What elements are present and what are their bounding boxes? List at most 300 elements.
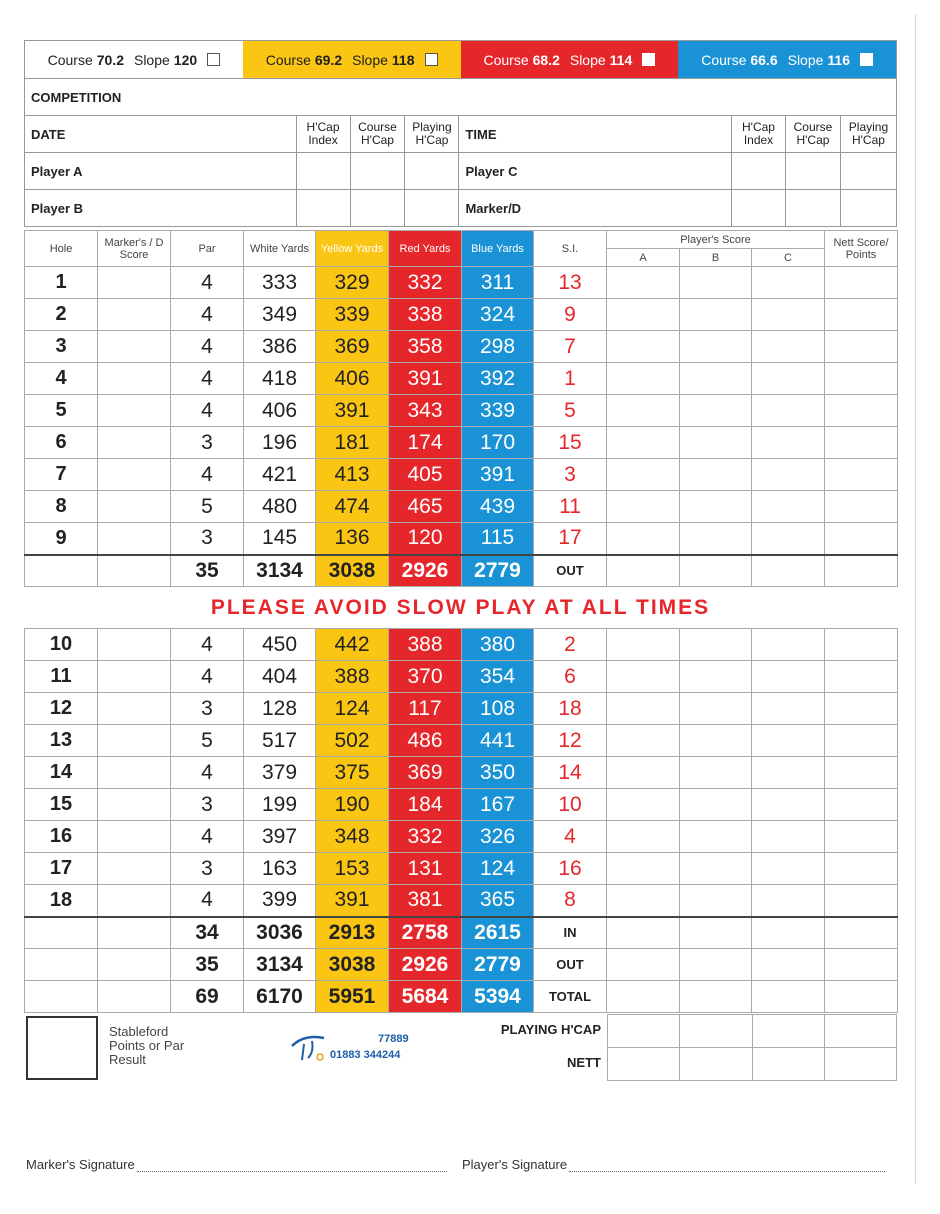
- player-a-score-cell[interactable]: [607, 757, 680, 789]
- slope-rating: 120: [173, 51, 198, 68]
- player-b-label: Player B: [31, 200, 84, 216]
- blue-yards-value: 311: [462, 267, 534, 299]
- tee-yellow-checkbox[interactable]: [425, 53, 438, 66]
- nett-score-cell[interactable]: [825, 459, 898, 491]
- marker-score-cell[interactable]: [98, 693, 171, 725]
- player-b-score-cell[interactable]: [680, 267, 752, 299]
- blue-yards-value: 392: [462, 363, 534, 395]
- stroke-index-value: 18: [534, 693, 607, 725]
- player-a-score-cell[interactable]: [607, 331, 680, 363]
- marker-signature-label: Marker's Signature: [26, 1157, 135, 1172]
- yellow-yards-value: 502: [316, 725, 389, 757]
- white-yards-value: 196: [244, 427, 316, 459]
- hole-row: [25, 853, 898, 885]
- red-yards-value: 405: [389, 459, 462, 491]
- white-yards-value: 397: [244, 821, 316, 853]
- player-c-score-cell[interactable]: [752, 395, 825, 427]
- total-white-yards: 3134: [244, 949, 316, 981]
- marker-score-cell[interactable]: [98, 821, 171, 853]
- player-a-header: A: [607, 249, 680, 267]
- player-b-score-cell[interactable]: [680, 629, 752, 661]
- nett-score-cell[interactable]: [825, 299, 898, 331]
- marker-playing-hcap[interactable]: [840, 190, 896, 227]
- logo-phone: 01883 344244: [330, 1049, 401, 1061]
- player-a-score-cell[interactable]: [607, 459, 680, 491]
- course-label: Course: [265, 51, 311, 68]
- yellow-yards-value: 375: [316, 757, 389, 789]
- course-hcap-header: Course H'Cap: [785, 116, 840, 153]
- tee-red-checkbox[interactable]: [642, 53, 655, 66]
- hole-number: 1: [25, 267, 98, 299]
- par-value: 3: [171, 427, 244, 459]
- white-yards-value: 450: [244, 629, 316, 661]
- player-b-score-cell[interactable]: [680, 661, 752, 693]
- player-c-score-cell[interactable]: [752, 789, 825, 821]
- total-white-yards: 6170: [244, 981, 316, 1013]
- nett-b[interactable]: [680, 1048, 752, 1081]
- total-nett-cell[interactable]: [825, 981, 898, 1013]
- yellow-yards-value: 388: [316, 661, 389, 693]
- hole-number: 4: [25, 363, 98, 395]
- player-a-course-hcap[interactable]: [350, 153, 405, 190]
- hole-number: 3: [25, 331, 98, 363]
- stroke-index-value: 12: [534, 725, 607, 757]
- hole-number: 17: [25, 853, 98, 885]
- par-value: 4: [171, 395, 244, 427]
- marker-score-cell[interactable]: [98, 363, 171, 395]
- stroke-index-value: 7: [534, 331, 607, 363]
- nett-score-cell[interactable]: [825, 789, 898, 821]
- slope-label: Slope: [569, 51, 606, 68]
- hole-row: [25, 661, 898, 693]
- par-value: 4: [171, 459, 244, 491]
- player-c-score-cell[interactable]: [752, 821, 825, 853]
- nett-score-cell[interactable]: [825, 629, 898, 661]
- total-blue-yards: 2779: [462, 949, 534, 981]
- total-player-c-cell[interactable]: [752, 917, 825, 949]
- total-blue-yards: 5394: [462, 981, 534, 1013]
- stroke-index-value: 9: [534, 299, 607, 331]
- yellow-yards-value: 124: [316, 693, 389, 725]
- player-c-field[interactable]: [459, 153, 732, 190]
- yellow-yards-value: 474: [316, 491, 389, 523]
- yellow-yards-value: 413: [316, 459, 389, 491]
- white-yards-value: 399: [244, 885, 316, 917]
- hole-row: [25, 757, 898, 789]
- total-blank-cell: [25, 917, 98, 949]
- par-value: 3: [171, 789, 244, 821]
- hole-row: [25, 789, 898, 821]
- hole-row: [25, 427, 898, 459]
- player-a-label: Player A: [31, 163, 83, 179]
- nett-label: NETT: [567, 1055, 601, 1070]
- marker-score-cell[interactable]: [98, 725, 171, 757]
- player-a-score-cell[interactable]: [607, 661, 680, 693]
- red-yards-value: 388: [389, 629, 462, 661]
- player-b-score-cell[interactable]: [680, 789, 752, 821]
- marker-score-cell[interactable]: [98, 491, 171, 523]
- marker-label: Marker/D: [465, 200, 522, 216]
- blue-yards-value: 441: [462, 725, 534, 757]
- nett-score-cell[interactable]: [825, 523, 898, 555]
- par-value: 3: [171, 693, 244, 725]
- yellow-yards-value: 442: [316, 629, 389, 661]
- hole-row: [25, 459, 898, 491]
- playing-hcap-grid: [607, 1014, 897, 1081]
- marker-score-cell[interactable]: [98, 427, 171, 459]
- player-b-score-cell[interactable]: [680, 299, 752, 331]
- total-yellow-yards: 5951: [316, 981, 389, 1013]
- total-par: 34: [171, 917, 244, 949]
- marker-hcap-index[interactable]: [732, 190, 786, 227]
- hcap-index-header: H'Cap Index: [732, 116, 786, 153]
- total-red-yards: 2926: [389, 949, 462, 981]
- player-c-playing-hcap[interactable]: [840, 153, 896, 190]
- nett-c[interactable]: [752, 1048, 824, 1081]
- yellow-yards-value: 348: [316, 821, 389, 853]
- marker-score-cell[interactable]: [98, 853, 171, 885]
- player-c-score-cell[interactable]: [752, 331, 825, 363]
- total-player-b-cell[interactable]: [680, 949, 752, 981]
- player-b-score-cell[interactable]: [680, 725, 752, 757]
- red-yards-value: 332: [389, 267, 462, 299]
- player-a-score-cell[interactable]: [607, 885, 680, 917]
- stroke-index-value: 15: [534, 427, 607, 459]
- player-c-score-cell[interactable]: [752, 757, 825, 789]
- par-header: Par: [171, 231, 244, 267]
- total-blue-yards: 2615: [462, 917, 534, 949]
- par-value: 4: [171, 299, 244, 331]
- player-c-header: C: [752, 249, 825, 267]
- nett-score-cell[interactable]: [825, 693, 898, 725]
- blue-yards-value: 365: [462, 885, 534, 917]
- stroke-index-value: 6: [534, 661, 607, 693]
- player-b-score-cell[interactable]: [680, 757, 752, 789]
- course-label: Course: [701, 51, 747, 68]
- yellow-yards-header: Yellow Yards: [316, 231, 389, 267]
- yellow-yards-value: 339: [316, 299, 389, 331]
- marker-score-cell[interactable]: [98, 661, 171, 693]
- stroke-index-value: 2: [534, 629, 607, 661]
- red-yards-value: 120: [389, 523, 462, 555]
- player-a-score-cell[interactable]: [607, 363, 680, 395]
- tee-white: [25, 41, 243, 78]
- total-player-a-cell[interactable]: [607, 981, 680, 1013]
- player-b-score-cell[interactable]: [680, 523, 752, 555]
- nett-score-cell[interactable]: [825, 821, 898, 853]
- blue-yards-value: 324: [462, 299, 534, 331]
- total-player-a-cell[interactable]: [607, 917, 680, 949]
- blue-yards-value: 326: [462, 821, 534, 853]
- marker-course-hcap[interactable]: [785, 190, 840, 227]
- tee-white-checkbox[interactable]: [207, 53, 220, 66]
- red-yards-value: 174: [389, 427, 462, 459]
- player-b-course-hcap[interactable]: [350, 190, 405, 227]
- date-label: DATE: [31, 126, 66, 142]
- total-label: OUT: [534, 555, 607, 587]
- player-a-score-cell[interactable]: [607, 267, 680, 299]
- nett-score-cell[interactable]: [825, 267, 898, 299]
- blue-yards-value: 350: [462, 757, 534, 789]
- total-white-yards: 3134: [244, 555, 316, 587]
- stroke-index-value: 13: [534, 267, 607, 299]
- total-row: [25, 949, 898, 981]
- nett-score-cell[interactable]: [825, 363, 898, 395]
- total-player-a-cell[interactable]: [607, 949, 680, 981]
- player-c-score-cell[interactable]: [752, 629, 825, 661]
- yellow-yards-value: 190: [316, 789, 389, 821]
- blue-yards-header: Blue Yards: [462, 231, 534, 267]
- playing-hcap-b[interactable]: [680, 1015, 752, 1048]
- playing-hcap-header: Playing H'Cap: [840, 116, 896, 153]
- white-yards-value: 517: [244, 725, 316, 757]
- player-c-score-cell[interactable]: [752, 661, 825, 693]
- blue-yards-value: 115: [462, 523, 534, 555]
- column-header-row: [25, 231, 898, 249]
- white-yards-value: 480: [244, 491, 316, 523]
- total-row: [25, 555, 898, 587]
- tee-blue: [678, 41, 896, 78]
- yellow-yards-value: 136: [316, 523, 389, 555]
- marker-score-cell[interactable]: [98, 885, 171, 917]
- player-a-score-cell[interactable]: [607, 629, 680, 661]
- hole-number: 16: [25, 821, 98, 853]
- player-a-score-cell[interactable]: [607, 725, 680, 757]
- marker-score-cell[interactable]: [98, 299, 171, 331]
- time-field[interactable]: [459, 116, 732, 153]
- total-marker-cell[interactable]: [98, 555, 171, 587]
- total-player-c-cell[interactable]: [752, 949, 825, 981]
- player-a-hcap-index[interactable]: [296, 153, 350, 190]
- competition-field[interactable]: [25, 79, 897, 116]
- player-a-score-cell[interactable]: [607, 523, 680, 555]
- total-player-a-cell[interactable]: [607, 555, 680, 587]
- course-label: Course: [483, 51, 529, 68]
- player-b-score-cell[interactable]: [680, 395, 752, 427]
- nett-score-cell[interactable]: [825, 395, 898, 427]
- nett-d[interactable]: [824, 1048, 896, 1081]
- player-a-playing-hcap[interactable]: [405, 153, 459, 190]
- red-yards-value: 486: [389, 725, 462, 757]
- yellow-yards-value: 153: [316, 853, 389, 885]
- back-nine-grid: [24, 628, 898, 1013]
- hole-number: 14: [25, 757, 98, 789]
- tee-banner: [24, 40, 897, 78]
- playing-hcap-c[interactable]: [752, 1015, 824, 1048]
- marker-score-cell[interactable]: [98, 267, 171, 299]
- total-red-yards: 2926: [389, 555, 462, 587]
- hole-row: [25, 363, 898, 395]
- total-yellow-yards: 3038: [316, 949, 389, 981]
- white-yards-value: 145: [244, 523, 316, 555]
- player-c-score-cell[interactable]: [752, 427, 825, 459]
- playing-hcap-a[interactable]: [608, 1015, 680, 1048]
- total-nett-cell[interactable]: [825, 917, 898, 949]
- par-value: 4: [171, 661, 244, 693]
- player-a-score-cell[interactable]: [607, 853, 680, 885]
- nett-score-cell[interactable]: [825, 491, 898, 523]
- nett-header: Nett Score/ Points: [825, 231, 898, 267]
- white-yards-value: 379: [244, 757, 316, 789]
- blue-yards-value: 298: [462, 331, 534, 363]
- nett-score-cell[interactable]: [825, 427, 898, 459]
- player-a-score-cell[interactable]: [607, 427, 680, 459]
- player-b-score-cell[interactable]: [680, 821, 752, 853]
- course-hcap-header: Course H'Cap: [350, 116, 405, 153]
- total-player-c-cell[interactable]: [752, 981, 825, 1013]
- total-nett-cell[interactable]: [825, 949, 898, 981]
- nett-score-cell[interactable]: [825, 885, 898, 917]
- par-value: 4: [171, 363, 244, 395]
- marker-score-cell[interactable]: [98, 331, 171, 363]
- player-c-hcap-index[interactable]: [732, 153, 786, 190]
- total-nett-cell[interactable]: [825, 555, 898, 587]
- player-b-score-cell[interactable]: [680, 491, 752, 523]
- white-yards-value: 421: [244, 459, 316, 491]
- red-yards-value: 370: [389, 661, 462, 693]
- par-value: 3: [171, 523, 244, 555]
- marker-signature[interactable]: [26, 1157, 447, 1172]
- player-a-score-cell[interactable]: [607, 693, 680, 725]
- stableford-label: Stableford Points or Par Result: [109, 1024, 185, 1067]
- hole-number: 6: [25, 427, 98, 459]
- total-par: 35: [171, 555, 244, 587]
- nett-score-cell[interactable]: [825, 725, 898, 757]
- nett-score-cell[interactable]: [825, 331, 898, 363]
- white-yards-value: 406: [244, 395, 316, 427]
- hole-number: 2: [25, 299, 98, 331]
- player-a-score-cell[interactable]: [607, 821, 680, 853]
- player-c-score-cell[interactable]: [752, 725, 825, 757]
- slope-rating: 118: [391, 51, 415, 68]
- player-b-field[interactable]: [25, 190, 297, 227]
- player-c-score-cell[interactable]: [752, 267, 825, 299]
- total-marker-cell[interactable]: [98, 917, 171, 949]
- header-form: [24, 78, 897, 227]
- marker-score-cell[interactable]: [98, 789, 171, 821]
- player-a-score-cell[interactable]: [607, 299, 680, 331]
- red-yards-value: 338: [389, 299, 462, 331]
- course-rating: 66.6: [750, 51, 778, 68]
- course-rating: 70.2: [96, 51, 124, 68]
- player-c-course-hcap[interactable]: [785, 153, 840, 190]
- player-c-score-cell[interactable]: [752, 693, 825, 725]
- player-c-score-cell[interactable]: [752, 363, 825, 395]
- stroke-index-value: 3: [534, 459, 607, 491]
- marker-score-cell[interactable]: [98, 523, 171, 555]
- hole-row: [25, 885, 898, 917]
- total-player-b-cell[interactable]: [680, 981, 752, 1013]
- total-player-c-cell[interactable]: [752, 555, 825, 587]
- player-a-score-cell[interactable]: [607, 491, 680, 523]
- stroke-index-value: 16: [534, 853, 607, 885]
- yellow-yards-value: 181: [316, 427, 389, 459]
- white-yards-value: 199: [244, 789, 316, 821]
- yellow-yards-value: 391: [316, 885, 389, 917]
- player-c-score-cell[interactable]: [752, 459, 825, 491]
- nett-score-cell[interactable]: [825, 757, 898, 789]
- red-yards-value: 343: [389, 395, 462, 427]
- player-b-playing-hcap[interactable]: [405, 190, 459, 227]
- marker-score-cell[interactable]: [98, 459, 171, 491]
- tee-blue-checkbox[interactable]: [860, 53, 873, 66]
- stroke-index-value: 10: [534, 789, 607, 821]
- player-a-score-cell[interactable]: [607, 789, 680, 821]
- white-yards-value: 333: [244, 267, 316, 299]
- player-b-score-cell[interactable]: [680, 853, 752, 885]
- par-value: 4: [171, 757, 244, 789]
- red-yards-value: 381: [389, 885, 462, 917]
- player-b-score-cell[interactable]: [680, 885, 752, 917]
- total-yellow-yards: 2913: [316, 917, 389, 949]
- total-player-b-cell[interactable]: [680, 555, 752, 587]
- stroke-index-value: 14: [534, 757, 607, 789]
- player-c-score-cell[interactable]: [752, 491, 825, 523]
- hole-number: 8: [25, 491, 98, 523]
- marker-score-cell[interactable]: [98, 629, 171, 661]
- blue-yards-value: 124: [462, 853, 534, 885]
- hole-row: [25, 395, 898, 427]
- player-signature[interactable]: [462, 1157, 885, 1172]
- blue-yards-value: 108: [462, 693, 534, 725]
- tee-yellow: [243, 41, 461, 78]
- player-c-score-cell[interactable]: [752, 299, 825, 331]
- total-red-yards: 5684: [389, 981, 462, 1013]
- hole-number: 18: [25, 885, 98, 917]
- nett-score-cell[interactable]: [825, 661, 898, 693]
- marker-score-cell[interactable]: [98, 757, 171, 789]
- hole-row: [25, 267, 898, 299]
- white-yards-value: 163: [244, 853, 316, 885]
- player-b-score-cell[interactable]: [680, 459, 752, 491]
- total-marker-cell[interactable]: [98, 949, 171, 981]
- stableford-box[interactable]: [26, 1016, 98, 1080]
- player-b-score-cell[interactable]: [680, 427, 752, 459]
- total-blue-yards: 2779: [462, 555, 534, 587]
- date-field[interactable]: [25, 116, 297, 153]
- marker-score-header: Marker's / D Score: [98, 231, 171, 267]
- hole-number: 9: [25, 523, 98, 555]
- par-value: 4: [171, 629, 244, 661]
- player-a-field[interactable]: [25, 153, 297, 190]
- si-header: S.I.: [534, 231, 607, 267]
- playing-hcap-header: Playing H'Cap: [405, 116, 459, 153]
- player-c-score-cell[interactable]: [752, 885, 825, 917]
- player-b-hcap-index[interactable]: [296, 190, 350, 227]
- total-player-b-cell[interactable]: [680, 917, 752, 949]
- hole-number: 7: [25, 459, 98, 491]
- total-row: [25, 981, 898, 1013]
- red-yards-value: 117: [389, 693, 462, 725]
- player-c-score-cell[interactable]: [752, 853, 825, 885]
- total-red-yards: 2758: [389, 917, 462, 949]
- player-b-score-cell[interactable]: [680, 693, 752, 725]
- player-b-score-cell[interactable]: [680, 331, 752, 363]
- total-marker-cell[interactable]: [98, 981, 171, 1013]
- player-b-score-cell[interactable]: [680, 363, 752, 395]
- nett-score-cell[interactable]: [825, 853, 898, 885]
- nett-a[interactable]: [608, 1048, 680, 1081]
- playing-hcap-label: PLAYING H'CAP: [500, 1022, 601, 1037]
- marker-field[interactable]: [459, 190, 732, 227]
- player-a-score-cell[interactable]: [607, 395, 680, 427]
- course-label: Course: [47, 51, 93, 68]
- total-white-yards: 3036: [244, 917, 316, 949]
- hcap-index-header: H'Cap Index: [296, 116, 350, 153]
- marker-score-cell[interactable]: [98, 395, 171, 427]
- playing-hcap-d[interactable]: [824, 1015, 896, 1048]
- player-c-score-cell[interactable]: [752, 523, 825, 555]
